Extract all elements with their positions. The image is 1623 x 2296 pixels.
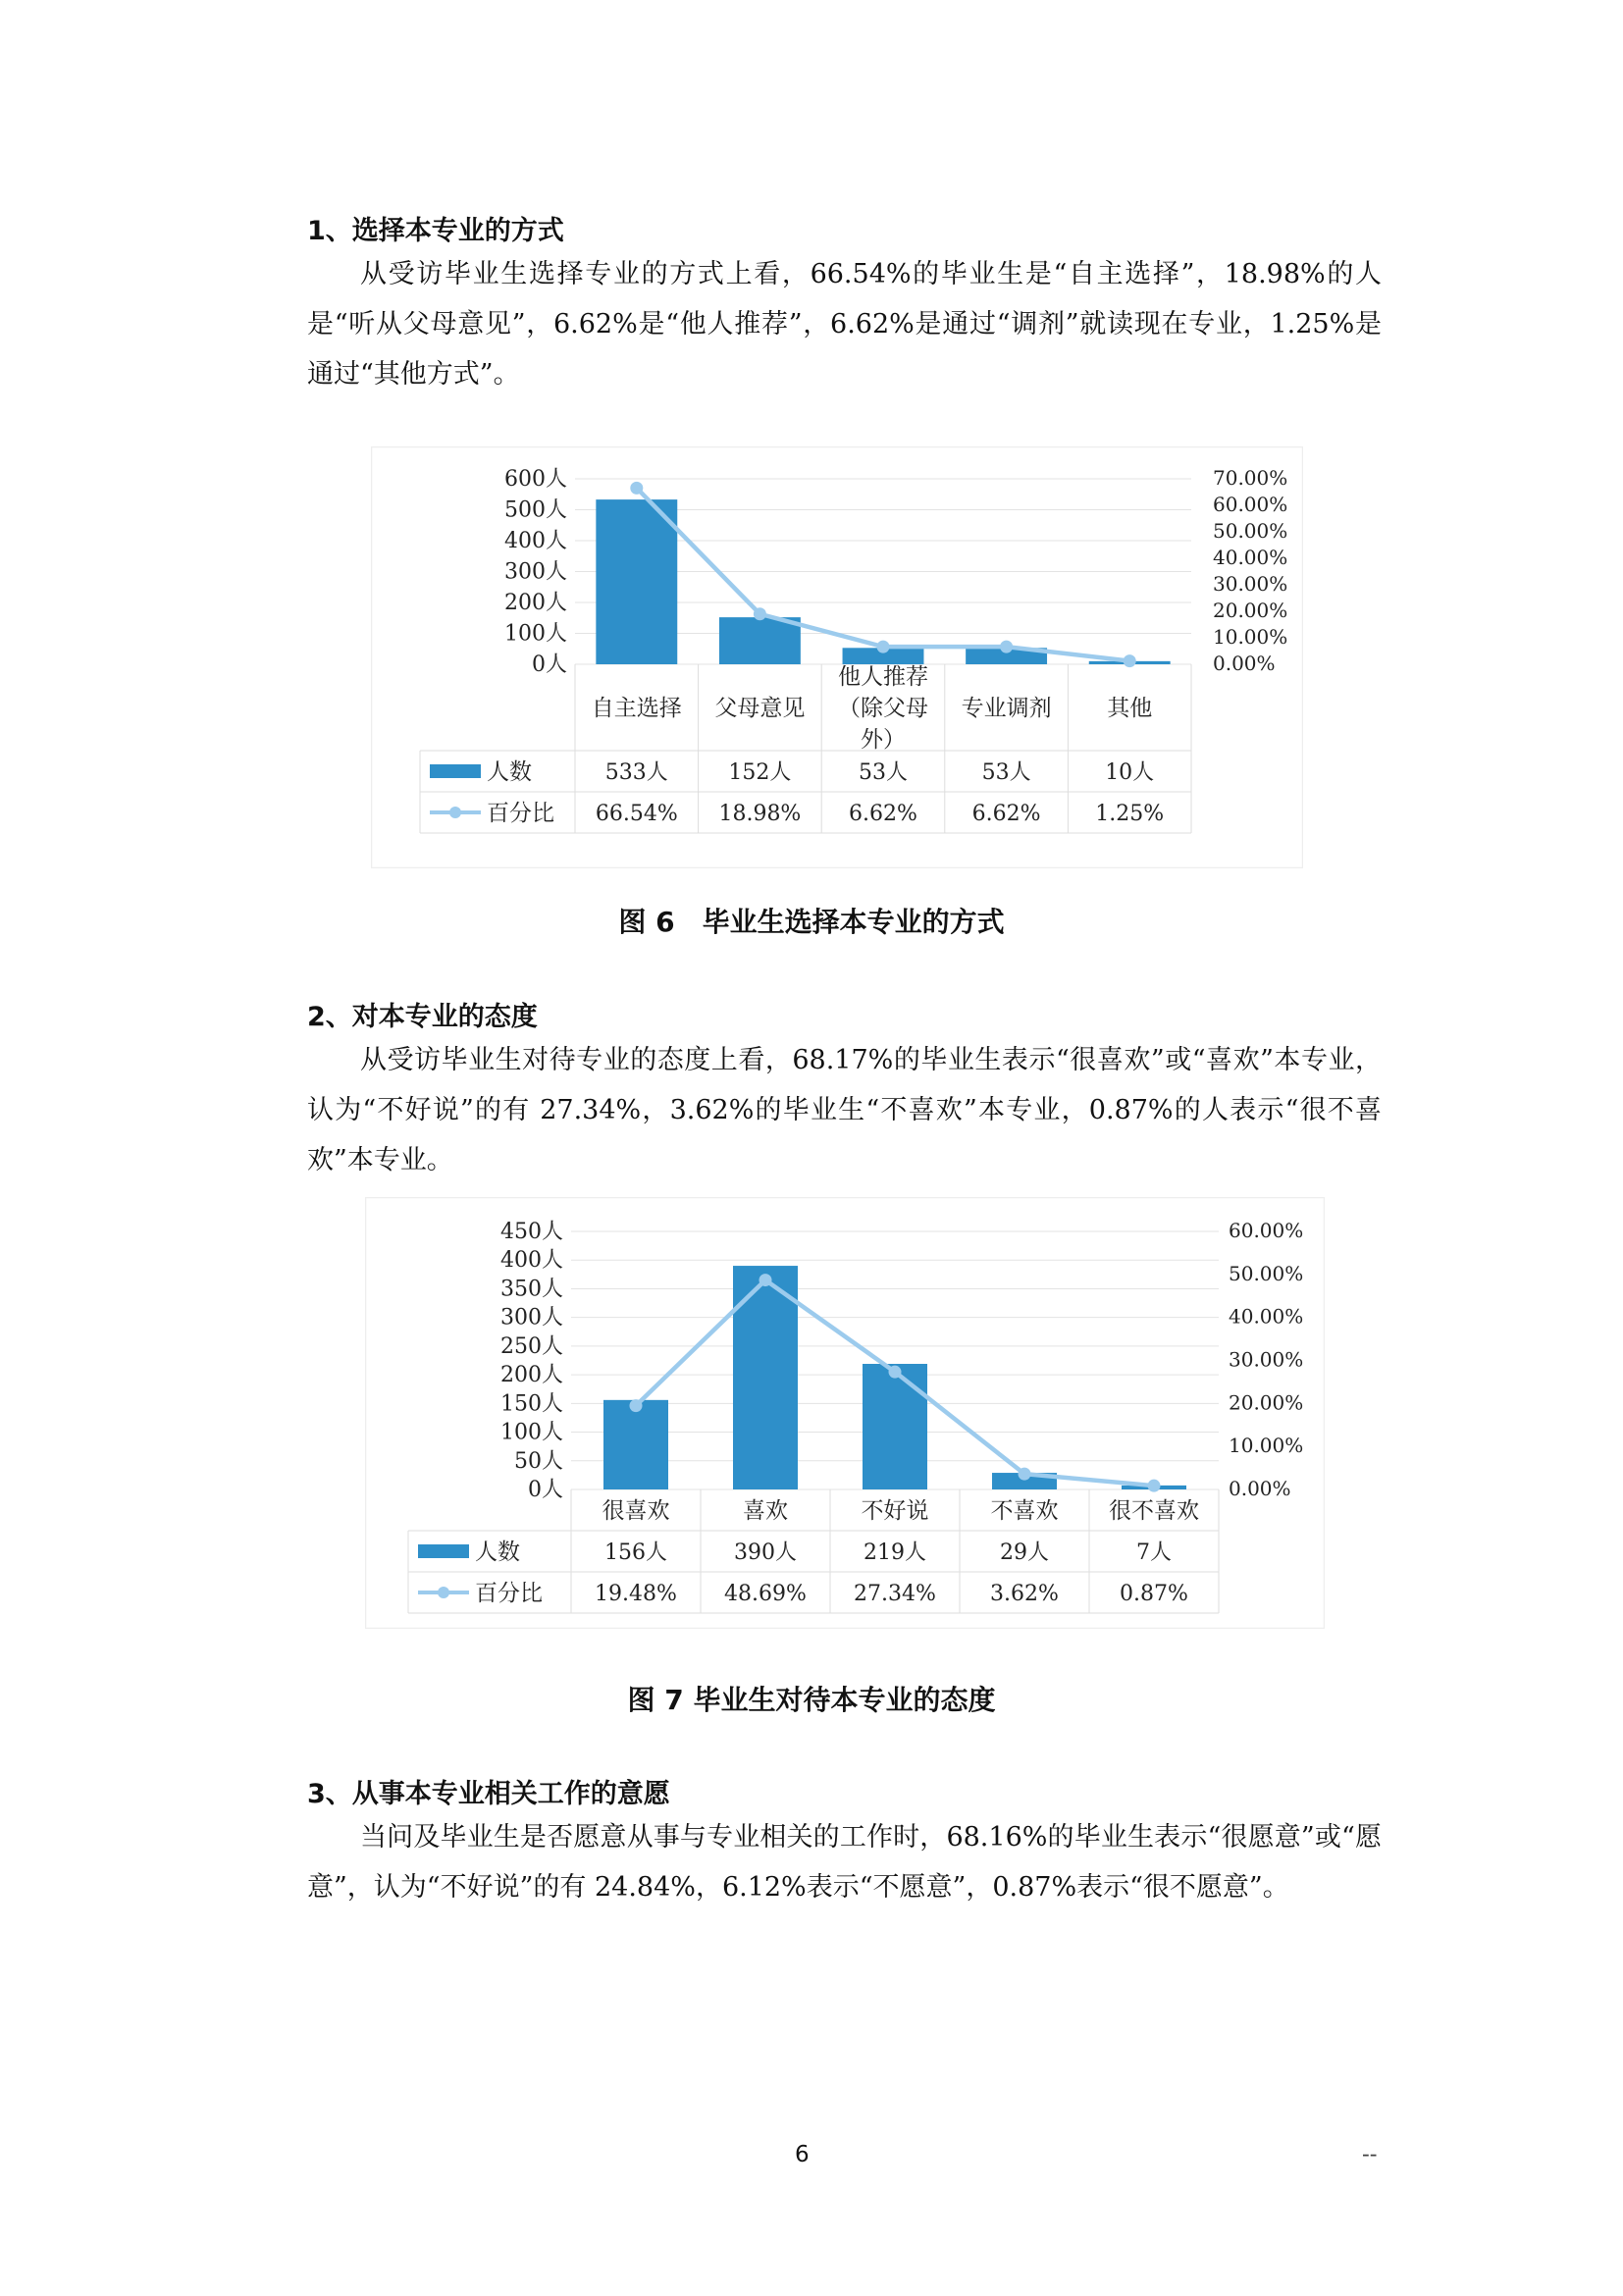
legend-label: 百分比 <box>487 801 554 826</box>
legend-swatch-bar <box>430 764 481 778</box>
legend-swatch-marker <box>438 1587 449 1598</box>
data-table-value: 0.87% <box>1120 1582 1188 1606</box>
y2-tick-label: 50.00% <box>1213 519 1288 543</box>
data-table-value: 53人 <box>981 760 1031 785</box>
data-table-value: 66.54% <box>595 802 678 826</box>
data-table-value: 18.98% <box>718 802 802 826</box>
data-table-value: 29人 <box>1000 1540 1049 1565</box>
page-number: 6 <box>795 2142 810 2167</box>
y-tick-label: 600人 <box>504 467 567 492</box>
chart-major-choice <box>371 446 1303 868</box>
y-tick-label: 300人 <box>504 559 567 585</box>
data-table-value: 48.69% <box>724 1582 807 1606</box>
data-table-value: 6.62% <box>971 802 1041 826</box>
data-table-value: 7人 <box>1136 1540 1172 1565</box>
line-point <box>889 1366 902 1379</box>
line-point <box>1019 1468 1031 1481</box>
line-point <box>759 1274 772 1286</box>
y2-tick-label: 20.00% <box>1229 1390 1304 1415</box>
y-tick-label: 450人 <box>500 1220 563 1244</box>
data-table-value: 53人 <box>859 760 908 785</box>
data-table-value: 1.25% <box>1095 802 1165 826</box>
data-table-value: 3.62% <box>990 1582 1059 1606</box>
legend-label: 人数 <box>475 1539 520 1565</box>
section-paragraph-1: 从受访毕业生选择专业的方式上看，66.54%的毕业生是“自主选择”，18.98%的人是“听从父母意见”，6.62%是“他人推荐”，6.62%是通过“调剂”就读现在专业，1.25%是通过“其他方式”。 <box>307 259 1382 390</box>
category-label: 自主选择 <box>591 696 682 721</box>
y2-tick-label: 30.00% <box>1229 1347 1304 1372</box>
line-point <box>630 482 643 495</box>
category-label: 很喜欢 <box>602 1498 670 1524</box>
y-tick-label: 350人 <box>500 1277 563 1302</box>
line-point <box>754 607 766 620</box>
figure-7-caption: 图 7 毕业生对待本专业的态度 <box>627 1684 996 1716</box>
bar <box>863 1364 927 1489</box>
chart-major-attitude <box>365 1197 1325 1629</box>
category-label: 不喜欢 <box>990 1498 1059 1524</box>
section-heading-1: 1、选择本专业的方式 <box>307 216 564 246</box>
y-tick-label: 200人 <box>504 591 567 615</box>
data-table-value: 152人 <box>728 760 792 785</box>
data-table-value: 6.62% <box>849 802 917 826</box>
data-table-value: 156人 <box>604 1540 667 1565</box>
line-point <box>1000 641 1013 653</box>
y2-tick-label: 30.00% <box>1213 572 1288 596</box>
data-table-value: 10人 <box>1105 760 1155 785</box>
category-label: 父母意见 <box>714 696 806 721</box>
y-tick-label: 150人 <box>500 1391 563 1417</box>
y-tick-label: 400人 <box>500 1248 563 1274</box>
page-dash: -- <box>1362 2142 1378 2167</box>
y-tick-label: 200人 <box>500 1363 563 1388</box>
y2-tick-label: 10.00% <box>1213 625 1288 649</box>
y2-tick-label: 0.00% <box>1213 652 1276 675</box>
section-paragraph-3: 当问及毕业生是否愿意从事与专业相关的工作时，68.16%的毕业生表示“很愿意”或“愿意”，认为“不好说”的有 24.84%，6.12%表示“不愿意”，0.87%表示“很不愿意”。 <box>307 1822 1382 1903</box>
line-point <box>1148 1480 1161 1492</box>
category-label: 不好说 <box>861 1498 929 1524</box>
y2-tick-label: 70.00% <box>1213 466 1288 490</box>
legend-label: 人数 <box>487 759 532 785</box>
data-table-value: 19.48% <box>595 1582 677 1606</box>
bar <box>603 1400 668 1489</box>
category-label: 很不喜欢 <box>1109 1498 1199 1524</box>
y-tick-label: 400人 <box>504 529 567 553</box>
line-point <box>877 641 890 653</box>
y-tick-label: 300人 <box>500 1305 563 1331</box>
bar <box>596 499 677 664</box>
data-table-value: 390人 <box>734 1540 797 1565</box>
data-table-value: 219人 <box>864 1540 926 1565</box>
category-label: 其他 <box>1107 696 1153 721</box>
data-table-value: 533人 <box>604 760 668 785</box>
legend-swatch-marker <box>449 807 461 818</box>
section-paragraph-2: 从受访毕业生对待专业的态度上看，68.17%的毕业生表示“很喜欢”或“喜欢”本专业，认为“不好说”的有 27.34%，3.62%的毕业生“不喜欢”本专业，0.87%的人表示“很不喜欢”本专业。 <box>307 1045 1382 1175</box>
y2-tick-label: 60.00% <box>1213 493 1288 516</box>
section-heading-3: 3、从事本专业相关工作的意愿 <box>307 1779 670 1809</box>
category-label: 喜欢 <box>743 1498 788 1524</box>
y2-tick-label: 10.00% <box>1229 1434 1304 1458</box>
y-tick-label: 100人 <box>504 621 567 647</box>
bar <box>719 617 801 664</box>
category-label: 他人推荐 <box>838 664 928 690</box>
category-label: 外） <box>861 727 906 753</box>
y-tick-label: 0人 <box>528 1478 563 1502</box>
y-tick-label: 0人 <box>532 652 567 677</box>
y2-tick-label: 0.00% <box>1229 1477 1291 1500</box>
figure-6-caption: 图 6 毕业生选择本专业的方式 <box>618 906 1005 938</box>
line-point <box>630 1399 643 1412</box>
category-label: 专业调剂 <box>961 696 1052 721</box>
data-table-value: 27.34% <box>854 1582 936 1606</box>
y-tick-label: 100人 <box>500 1420 563 1445</box>
section-heading-2: 2、对本专业的态度 <box>307 1002 538 1032</box>
y-tick-label: 500人 <box>504 497 567 523</box>
y2-tick-label: 40.00% <box>1229 1304 1304 1329</box>
y2-tick-label: 20.00% <box>1213 599 1288 622</box>
y-tick-label: 250人 <box>500 1333 563 1359</box>
y-tick-label: 50人 <box>514 1448 563 1474</box>
legend-label: 百分比 <box>475 1581 543 1606</box>
line-point <box>1124 654 1136 667</box>
y2-tick-label: 60.00% <box>1229 1219 1304 1242</box>
legend-swatch-bar <box>418 1544 469 1558</box>
y2-tick-label: 40.00% <box>1213 546 1288 569</box>
category-label: （除父母 <box>838 696 928 721</box>
y2-tick-label: 50.00% <box>1229 1261 1304 1285</box>
